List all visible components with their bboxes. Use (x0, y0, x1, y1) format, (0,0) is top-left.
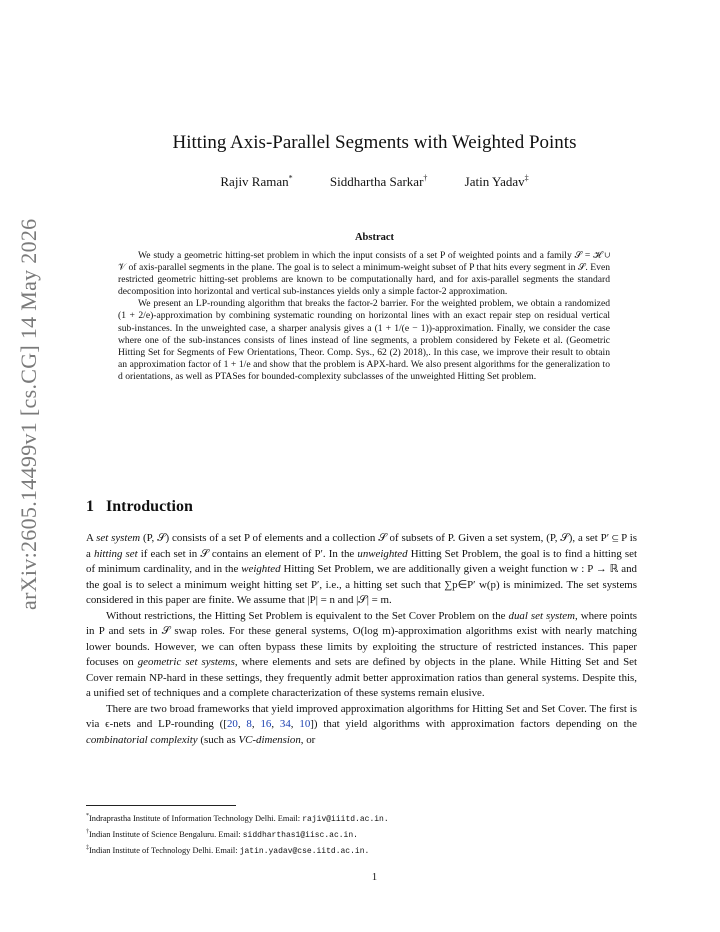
footnote-2: †Indian Institute of Science Bengaluru. Email: siddharthas1@iisc.ac.in. (86, 829, 358, 840)
footnote-3: ‡Indian Institute of Technology Delhi. Email: jatin.yadav@cse.iitd.ac.in. (86, 845, 370, 856)
footnote-email-3[interactable]: jatin.yadav@cse.iitd.ac.in. (239, 846, 370, 856)
author-list (113, 174, 636, 190)
section-number: 1 (86, 498, 94, 515)
author-2: Siddhartha Sarkar† (329, 174, 428, 190)
author-1: Rajiv Raman* (220, 174, 293, 190)
footnote-email-1[interactable]: rajiv@iiitd.ac.in. (302, 814, 389, 824)
abstract-paragraph-1: We study a geometric hitting-set problem in which the input consists of a set P of weighted points and a family 𝒮 = ℋ ∪ 𝒱 of axis-parallel segments in the plane. The goal is to select a minimum-weight subset of P that hits every segment in 𝒮. Even restricted geometric hitting-set problems are known to be computationally hard, and for axis-parallel segments the standard decomposition into horizontal and vertical sub-instances yields only a simple factor-2 approximation. (118, 250, 610, 298)
footnotes (86, 810, 646, 858)
footnote-email-2[interactable]: siddharthas1@iisc.ac.in. (242, 830, 358, 840)
citation-link[interactable]: 10 (299, 718, 311, 730)
introduction-body (86, 531, 637, 748)
intro-paragraph-3: There are two broad frameworks that yield improved approximation algorithms for Hitting Set and Set Cover. The first is via ϵ-nets and LP-rounding ([20, 8, 16, 34, 10]) that yield algorithms with approximation factors depending on the combinatorial complexity (such as VC-dimension, or (86, 702, 637, 746)
arxiv-id-text: arXiv:2605.14499v1 [cs.CG] 14 May 2026 (16, 218, 41, 610)
page-number: 1 (371, 872, 378, 883)
section-title: Introduction (106, 498, 193, 515)
abstract-heading: Abstract (354, 232, 395, 243)
footnote-1: *Indraprastha Institute of Information Technology Delhi. Email: rajiv@iiitd.ac.in. (86, 813, 389, 824)
intro-paragraph-1: A set system (P, 𝒮) consists of a set P of elements and a collection 𝒮 of subsets of P. Given a set system, (P, 𝒮), a set P′ ⊆ P is a hitting set if each set in 𝒮 contains an element of P′. In the unweighted Hitting Set Problem, the goal is to find a hitting set of minimum cardinality, and in the weighted Hitting Set Problem, we are additionally given a weight function w : P → ℝ and the goal is to select a minimum weight hitting set P′, i.e., a hitting set such that ∑p∈P′ w(p) is minimized. The set systems considered in this paper are finite. We assume that |P| = n and |𝒮| = m. (86, 532, 637, 606)
footnote-rule (86, 805, 236, 806)
citation-link[interactable]: 34 (279, 718, 291, 730)
citation-link[interactable]: 20 (226, 718, 238, 730)
citation-link[interactable]: 16 (260, 718, 272, 730)
section-heading (86, 498, 193, 516)
paper-title: Hitting Axis-Parallel Segments with Weighted Points (172, 132, 577, 153)
citation-link[interactable]: 8 (246, 718, 252, 730)
intro-paragraph-2: Without restrictions, the Hitting Set Problem is equivalent to the Set Cover Problem on the dual set system, where points in P and sets in 𝒮 swap roles. For these general systems, O(log m)-approximation algorithms exist with nearly matching lower bounds. However, we can often bypass these limits by exploiting the structure of restricted instances. This paper focuses on geometric set systems, where elements and sets are defined by objects in the plane. While Hitting Set and Set Cover remain NP-hard in these settings, they frequently admit better approximation ratios than general systems. Despite this, a unified set of techniques and a complete characterization of these systems remain elusive. (86, 609, 637, 699)
abstract-body (118, 250, 610, 383)
author-3: Jatin Yadav‡ (464, 174, 529, 190)
abstract-paragraph-2: We present an LP-rounding algorithm that breaks the factor-2 barrier. For the weighted problem, we obtain a randomized (1 + 2/e)-approximation by combining systematic rounding on horizontal lines with an exact repair step on residual vertical sub-instances. In the unweighted case, a sharper analysis gives a (1 + 1/(e − 1))-approximation. Finally, we consider the case where one of the sub-instances consists of lines instead of line segments, a problem considered by Fekete et al. (Geometric Hitting Set for Segments of Few Orientations, Theor. Comp. Sys., 62 (2) 2018),. In this case, we improve their result to obtain an approximation factor of 1 + 1/e and show that the problem is APX-hard. We also present algorithms for the generalization to d orientations, as well as PTASes for bounded-complexity subclasses of the unweighted Hitting Set problem. (118, 298, 610, 382)
